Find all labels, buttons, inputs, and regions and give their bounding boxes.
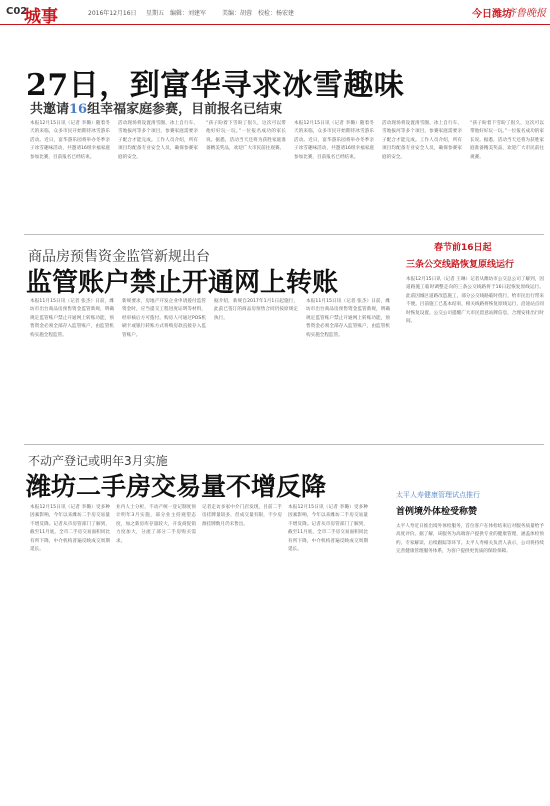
sidebar-headline-1: 春节前16日起 — [434, 243, 492, 253]
story1-column — [382, 120, 462, 230]
divider — [24, 444, 544, 445]
weekday: 星期五 — [146, 10, 165, 17]
sidebar-text: 本报12月15日讯（记者 王琳）记者从潍坊市公交总公司了解到，因道路施工临时调整走向的三条公交线路将于16日起恢复原线运行。此前因城区道路改造施工，部分公交线路临时绕行，给市民出行带来不便。目前施工已基本结束，相关线路将恢复原线运行，沿途站点同时恢复设置。公交公司提醒广大市民留意站牌信息，合理安排出行时间。 — [406, 277, 544, 325]
story1-paragraph: 活动现场将设置滑雪圈、冰上自行车、雪地拔河等多个项目，参赛家庭需要亲子配合才能完成。工作人员介绍，所有项目均配备专业安全人员，确保参赛家庭的安全。 — [382, 121, 462, 160]
story1-subhead — [30, 98, 282, 117]
page-number: C02 — [6, 6, 28, 17]
story1-column — [294, 120, 374, 230]
story2-column — [30, 298, 114, 438]
story2-paragraph: 据介绍，新规自2017年1月1日起施行，此前已签订的商品房预售合同仍按原规定执行。 — [214, 299, 298, 321]
story1-paragraph: 本报12月15日讯（记者 李璐）随着冬天的来临，众多市民开始期待冰雪游乐活动。近日，富华游乐园将举办冬季亲子冰雪趣味活动，共邀请16组幸福家庭参加比赛，目前报名已经结束。 — [294, 121, 374, 160]
story3-kicker: 不动产登记或明年3月实施 — [28, 454, 168, 468]
story1-subhead-prefix: 共邀请 — [30, 102, 70, 117]
story2-column — [122, 298, 206, 438]
story1-paragraph: “孩子盼着下雪盼了很久，这次可以带他好好玩一玩。”一位报名成功的家长说。据悉，活动当天还将为获胜家庭准备精美奖品，欢迎广大市民前往观赛。 — [470, 121, 544, 160]
designer: 美编：胡蓉 — [222, 10, 253, 17]
story2-kicker: 商品房预售资金监管新规出台 — [28, 249, 210, 265]
story2-headline: 监管账户禁止开通网上转账 — [26, 268, 339, 298]
sidebar-headline-2: 三条公交线路恢复原线运行 — [406, 260, 515, 270]
sidebar-kicker: 太平人寿健康管理试点推行 — [396, 491, 480, 499]
story3-headline: 潍坊二手房交易量不增反降 — [26, 472, 327, 501]
story2-column — [214, 298, 298, 438]
story1-column — [30, 120, 110, 230]
story1-column — [118, 120, 198, 230]
story3-paragraph: 记者走访多家中介门店发现，目前二手房挂牌量较多，但成交量有限，不少房源挂牌数月仍未售出。 — [202, 505, 282, 527]
sidebar-text: 太平人寿近日推出境外体检服务，首位客户在体检结束后对服务质量给予高度评价。据了解，该服务为高端客户提供专业的健康管理，涵盖体检预约、专家解读、后续跟踪等环节。太平人寿相关负责人表示，公司将持续完善健康管理服务体系，为客户提供更优质的保险保障。 — [396, 524, 544, 555]
story1-column — [206, 120, 286, 230]
proofreader: 校检：杨宏建 — [258, 10, 295, 17]
story3-column — [30, 504, 110, 794]
date-line: 2016年12月16日 — [88, 10, 137, 17]
divider — [24, 234, 544, 235]
story1-subhead-number: 16 — [69, 102, 88, 117]
story1-paragraph: 活动现场将设置滑雪圈、冰上自行车、雪地拔河等多个项目，参赛家庭需要亲子配合才能完成。工作人员介绍，所有项目均配备专业安全人员，确保参赛家庭的安全。 — [118, 121, 198, 160]
story3-paragraph: 本报12月15日讯（记者 李璐）受多种因素影响，今年以来潍坊二手房交易量不增反降。记者从市房管部门了解到，截至11月底，全市二手房交易面积同比有所下降，中介机构普遍反映成交周期延长。 — [288, 505, 368, 553]
section-title: 城事 — [24, 7, 58, 27]
story1-paragraph: “孩子盼着下雪盼了很久，这次可以带他好好玩一玩。”一位报名成功的家长说。据悉，活动当天还将为获胜家庭准备精美奖品，欢迎广大市民前往观赛。 — [206, 121, 286, 152]
story2-column — [306, 298, 390, 438]
story2-paragraph: 本报11月15日讯（记者 张杰）日前，潍坊市出台商品房预售资金监管新规，明确规定监管账户禁止开通网上转账功能，预售资金必须全部存入监管账户，由监管机构实施全程监管。 — [306, 299, 390, 338]
story2-paragraph: 新规要求，房地产开发企业申请拨付监管资金时，应当提交工程进度证明等材料，经审核后方可拨付。购房人可通过POS机刷卡或银行转账方式将购房款直接存入监管账户。 — [122, 299, 206, 338]
story1-subhead-suffix: 组幸福家庭参赛，目前报名已结束 — [87, 102, 283, 117]
sidebar-headline: 首例境外体检受称赞 — [396, 507, 478, 517]
paper-logo-script: 齐鲁晚报 — [506, 8, 546, 19]
paper-logo: 今日潍坊 — [472, 9, 512, 20]
story3-column — [288, 504, 368, 664]
story1-paragraph: 本报12月15日讯（记者 李璐）随着冬天的来临，众多市民开始期待冰雪游乐活动。近日，富华游乐园将举办冬季亲子冰雪趣味活动，共邀请16组幸福家庭参加比赛，目前报名已经结束。 — [30, 121, 110, 160]
story3-column — [116, 504, 196, 794]
story1-column — [470, 120, 544, 200]
story3-sidebar — [396, 490, 544, 790]
story3-paragraph: 业内人士分析，不动产统一登记制度预计明年3月实施，部分业主持观望态度，加之新房库存量较大，开发商促销力度加大，分流了部分二手房购买需求。 — [116, 505, 196, 544]
story3-paragraph: 本报12月15日讯（记者 李璐）受多种因素影响，今年以来潍坊二手房交易量不增反降。记者从市房管部门了解到，截至11月底，全市二手房交易面积同比有所下降，中介机构普遍反映成交周期延长。 — [30, 505, 110, 553]
story1-headline: 27日，到富华寻求冰雪趣味 — [26, 68, 405, 103]
editor: 编辑：刘建军 — [170, 10, 207, 17]
story2-paragraph: 本报11月15日讯（记者 张杰）日前，潍坊市出台商品房预售资金监管新规，明确规定监管账户禁止开通网上转账功能，预售资金必须全部存入监管账户，由监管机构实施全程监管。 — [30, 299, 114, 338]
story2-sidebar — [406, 240, 544, 440]
story3-column — [202, 504, 282, 794]
